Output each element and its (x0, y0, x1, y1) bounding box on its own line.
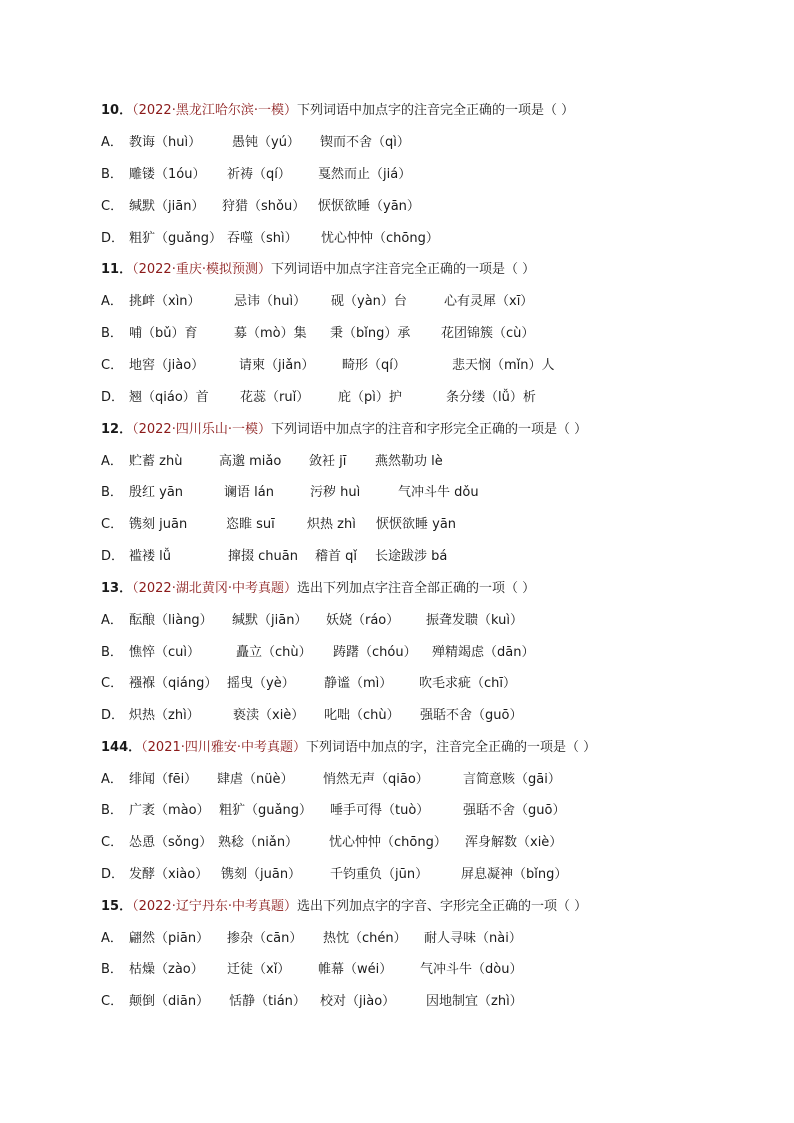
question-144-stem (101, 737, 754, 759)
option-item: 粗犷（guǎng） (129, 231, 222, 246)
source-close-paren: ） (283, 899, 297, 914)
option-item: 帷幕（wéi） (318, 962, 393, 977)
option-item: 愚钝（yú） (232, 135, 300, 150)
option-label: C． (101, 199, 124, 214)
option-item: 憔悴（cuì） (129, 645, 200, 660)
option-item: 屏息凝神（bǐng） (461, 867, 568, 882)
option-item: 恣睢 suī (226, 517, 275, 532)
question-13-option-c (101, 673, 754, 695)
option-item: 熟稔（niǎn） (218, 835, 299, 850)
option-label: D． (101, 708, 125, 723)
option-item: 锲而不舍（qì） (320, 135, 410, 150)
option-item: 怂恿（sǒng） (129, 835, 213, 850)
option-label: D． (101, 231, 125, 246)
option-item: 条分缕（lǚ）析 (446, 390, 536, 405)
source-open-paren: （ (132, 262, 139, 277)
option-item: 花蕊（ruǐ） (240, 390, 310, 405)
question-source: 2022·湖北黄冈·中考真题 (138, 581, 284, 596)
option-item: 颠倒（diān） (129, 994, 210, 1009)
question-source: 2021·四川雅安·中考真题 (147, 740, 294, 755)
option-item: 强聒不舍（guō） (420, 708, 523, 723)
question-source: 2022·重庆·模拟预测 (138, 262, 258, 277)
question-number: 12． (101, 422, 133, 437)
question-10-stem (101, 100, 754, 122)
question-source: 2022·黑龙江哈尔滨·一模 (138, 103, 284, 118)
question-11-option-b (101, 323, 754, 345)
option-item: 殚精竭虑（dān） (432, 645, 535, 660)
question-text: 下列词语中加点的字，注音完全正确的一项是（ ） (306, 740, 597, 755)
option-item: 雕镂（1óu） (129, 167, 206, 182)
question-text: 下列词语中加点字的注音和字形完全正确的一项是（ ） (270, 422, 588, 437)
option-item: 翩然（piān） (129, 931, 210, 946)
source-close-paren: ） (257, 262, 271, 277)
option-item: 因地制宜（zhì） (426, 994, 523, 1009)
question-number: 11． (101, 262, 133, 277)
option-item: 忌讳（huì） (234, 294, 307, 309)
option-item: 校对（jiào） (320, 994, 396, 1009)
question-text: 选出下列加点字注音全部正确的一项（ ） (296, 581, 536, 596)
option-label: C． (101, 994, 124, 1009)
option-label: A． (101, 135, 123, 150)
option-item: 敛衽 jī (309, 454, 347, 469)
option-item: 请柬（jiǎn） (239, 358, 315, 373)
option-item: 襁褓（qiáng） (129, 676, 218, 691)
question-144-option-d (101, 864, 754, 886)
option-label: C． (101, 835, 124, 850)
option-item: 贮蓄 zhù (129, 454, 183, 469)
source-open-paren: （ (132, 581, 139, 596)
option-label: D． (101, 867, 125, 882)
option-item: 戛然而止（jiá） (318, 167, 412, 182)
option-item: 花团锦簇（cù） (441, 326, 535, 341)
question-number: 144． (101, 740, 142, 755)
option-item: 秉（bǐng）承 (330, 326, 411, 341)
option-item: 静谧（mì） (324, 676, 393, 691)
option-item: 撺掇 chuān (228, 549, 298, 564)
option-item: 热忱（chén） (323, 931, 407, 946)
question-144-option-c (101, 832, 754, 854)
option-item: 长途跋涉 bá (375, 549, 448, 564)
option-item: 迁徒（xǐ） (227, 962, 291, 977)
question-144-option-b (101, 800, 754, 822)
question-source: 2022·四川乐山·一模 (138, 422, 258, 437)
source-close-paren: ） (283, 581, 297, 596)
option-item: 镌刻 juān (129, 517, 188, 532)
option-item: 畸形（qí） (342, 358, 406, 373)
option-label: B． (101, 326, 123, 341)
option-item: 恬静（tián） (229, 994, 306, 1009)
option-label: A． (101, 454, 123, 469)
source-open-paren: （ (132, 103, 139, 118)
option-item: 悄然无声（qiāo） (323, 772, 429, 787)
question-text: 下列词语中加点字注音完全正确的一项是（ ） (270, 262, 536, 277)
option-item: 镌刻（juān） (221, 867, 302, 882)
option-item: 千钧重负（jūn） (330, 867, 429, 882)
question-15-option-c (101, 991, 754, 1013)
question-11-option-d (101, 387, 754, 409)
question-text: 选出下列加点字的字音、字形完全正确的一项（ ） (296, 899, 588, 914)
source-close-paren: ） (283, 103, 297, 118)
question-15-stem (101, 896, 754, 918)
source-open-paren: （ (132, 422, 139, 437)
option-item: 高邈 miǎo (219, 454, 282, 469)
option-item: 谰语 lán (224, 485, 274, 500)
option-item: 言简意赅（gāi） (463, 772, 561, 787)
option-label: B． (101, 803, 123, 818)
option-item: 粗犷（guǎng） (219, 803, 312, 818)
question-15-option-b (101, 959, 754, 981)
option-item: 妖娆（ráo） (326, 613, 400, 628)
option-item: 翘（qiáo）首 (129, 390, 209, 405)
question-12-option-a (101, 451, 754, 473)
option-item: 吞噬（shì） (227, 231, 298, 246)
option-label: A． (101, 772, 123, 787)
option-item: 忧心忡忡（chōng） (321, 231, 439, 246)
question-10-option-a (101, 132, 754, 154)
question-number: 10． (101, 103, 133, 118)
option-label: C． (101, 676, 124, 691)
question-10-option-d (101, 228, 754, 250)
option-item: 发酵（xiào） (129, 867, 209, 882)
option-item: 振聋发聩（kuì） (426, 613, 523, 628)
option-item: 恹恹欲睡 yān (376, 517, 457, 532)
option-label: A． (101, 931, 123, 946)
option-item: 叱咄（chù） (324, 708, 400, 723)
option-item: 殷红 yān (129, 485, 184, 500)
option-item: 缄默（jiān） (129, 199, 205, 214)
option-item: 唾手可得（tuò） (330, 803, 430, 818)
option-item: 肆虐（nüè） (217, 772, 294, 787)
option-item: 掺杂（cān） (227, 931, 303, 946)
option-item: 挑衅（xìn） (129, 294, 201, 309)
option-item: 酝酿（liàng） (129, 613, 213, 628)
option-label: A． (101, 613, 123, 628)
option-label: B． (101, 645, 123, 660)
option-item: 心有灵犀（xī） (444, 294, 534, 309)
option-label: A． (101, 294, 123, 309)
option-item: 祈祷（qí） (227, 167, 291, 182)
question-12-option-b (101, 482, 754, 504)
question-12-option-d (101, 546, 754, 568)
source-open-paren: （ (141, 740, 148, 755)
question-144-option-a (101, 769, 754, 791)
option-item: 气冲斗牛 dǒu (398, 485, 479, 500)
option-item: 缄默（jiān） (232, 613, 308, 628)
option-item: 庇（pì）护 (338, 390, 402, 405)
question-number: 15． (101, 899, 133, 914)
question-11-stem (101, 259, 754, 281)
option-label: D． (101, 390, 125, 405)
option-item: 募（mò）集 (234, 326, 307, 341)
option-item: 亵渎（xiè） (233, 708, 305, 723)
option-item: 稽首 qǐ (315, 549, 357, 564)
option-item: 恹恹欲睡（yān） (318, 199, 420, 214)
option-item: 耐人寻味（nài） (424, 931, 522, 946)
question-11-option-a (101, 291, 754, 313)
option-item: 摇曳（yè） (227, 676, 295, 691)
question-13-option-a (101, 610, 754, 632)
option-item: 气冲斗牛（dòu） (420, 962, 523, 977)
option-item: 浑身解数（xiè） (465, 835, 563, 850)
source-close-paren: ） (257, 422, 271, 437)
option-item: 广袤（mào） (129, 803, 210, 818)
question-number: 13． (101, 581, 133, 596)
option-item: 狩猎（shǒu） (222, 199, 306, 214)
question-source: 2022·辽宁丹东·中考真题 (138, 899, 284, 914)
option-label: C． (101, 358, 124, 373)
option-label: B． (101, 485, 123, 500)
question-13-option-d (101, 705, 754, 727)
question-15-option-a (101, 928, 754, 950)
option-item: 矗立（chù） (236, 645, 312, 660)
option-label: D． (101, 549, 125, 564)
source-close-paren: ） (293, 740, 307, 755)
question-10-option-c (101, 196, 754, 218)
option-item: 绯闻（fēi） (129, 772, 198, 787)
option-item: 燕然勒功 lè (375, 454, 443, 469)
option-item: 踌躇（chóu） (333, 645, 417, 660)
question-10-option-b (101, 164, 754, 186)
option-item: 污秽 huì (310, 485, 361, 500)
option-item: 吹毛求疵（chī） (419, 676, 516, 691)
option-item: 地窖（jiào） (129, 358, 205, 373)
question-12-option-c (101, 514, 754, 536)
option-item: 褴褛 lǚ (129, 549, 171, 564)
question-12-stem (101, 419, 754, 441)
option-item: 教诲（huì） (129, 135, 202, 150)
source-open-paren: （ (132, 899, 139, 914)
option-item: 悲天悯（mǐn）人 (452, 358, 555, 373)
option-label: C． (101, 517, 124, 532)
option-item: 哺（bǔ）育 (129, 326, 198, 341)
option-item: 砚（yàn）台 (331, 294, 407, 309)
option-label: B． (101, 167, 123, 182)
option-item: 炽热（zhì） (129, 708, 200, 723)
question-13-option-b (101, 642, 754, 664)
option-item: 炽热 zhì (307, 517, 356, 532)
option-label: B． (101, 962, 123, 977)
question-11-option-c (101, 355, 754, 377)
question-13-stem (101, 578, 754, 600)
question-text: 下列词语中加点字的注音完全正确的一项是（ ） (296, 103, 575, 118)
option-item: 强聒不舍（guō） (463, 803, 566, 818)
option-item: 忧心忡忡（chōng） (329, 835, 447, 850)
option-item: 枯燥（zào） (129, 962, 204, 977)
